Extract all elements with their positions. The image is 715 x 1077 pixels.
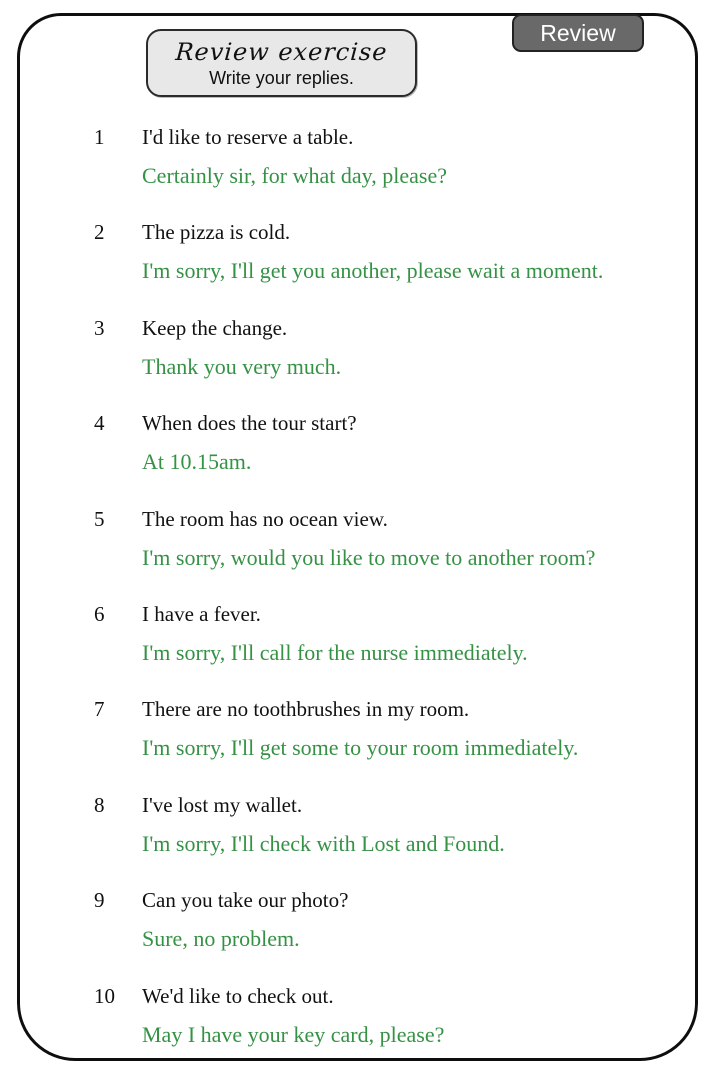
- exercise-title: Review exercise: [174, 38, 389, 66]
- item-prompt: When does the tour start?: [142, 411, 357, 436]
- exercise-instructions: Write your replies.: [209, 68, 354, 88]
- item-prompt-row: [94, 219, 715, 246]
- item-number: 5: [94, 506, 105, 531]
- item-prompt: Can you take our photo?: [142, 888, 349, 913]
- item-prompt: I've lost my wallet.: [142, 792, 303, 817]
- item-reply: I'm sorry, I'll get you another, please wait a moment.: [142, 258, 604, 284]
- item-prompt: The pizza is cold.: [142, 220, 291, 245]
- item-reply: Certainly sir, for what day, please?: [142, 163, 447, 188]
- item-prompt: I'd like to reserve a table.: [142, 125, 354, 149]
- exercise-item: [0, 219, 715, 314]
- item-prompt: Keep the change.: [142, 315, 288, 340]
- item-number: 9: [94, 888, 105, 913]
- item-prompt-row: [94, 696, 715, 723]
- item-prompt-row: [94, 124, 715, 151]
- exercise-item: [0, 410, 715, 505]
- item-prompt: We'd like to check out.: [142, 983, 334, 1008]
- exercise-item: [0, 983, 715, 1077]
- exercise-list: [0, 124, 715, 1077]
- item-number: 4: [94, 411, 105, 436]
- item-prompt-row: [94, 410, 715, 437]
- exercise-item: [0, 601, 715, 696]
- item-reply: I'm sorry, I'll check with Lost and Found.: [142, 830, 505, 856]
- exercise-item: [0, 506, 715, 601]
- item-number: 2: [94, 220, 105, 245]
- item-reply: I'm sorry, I'll get some to your room immediately.: [142, 735, 579, 761]
- item-prompt: I have a fever.: [142, 601, 261, 626]
- item-number: 10: [94, 983, 115, 1008]
- exercise-item: [0, 887, 715, 982]
- item-prompt-row: [94, 506, 715, 533]
- item-number: 8: [94, 792, 105, 817]
- item-prompt-row: [94, 601, 715, 628]
- item-reply: May I have your key card, please?: [142, 1021, 445, 1047]
- item-reply: Thank you very much.: [142, 353, 342, 379]
- item-number: 6: [94, 601, 105, 626]
- item-number: 1: [94, 125, 105, 149]
- item-prompt-row: [94, 792, 715, 819]
- exercise-item: [0, 124, 715, 219]
- item-reply: Sure, no problem.: [142, 926, 300, 952]
- item-number: 7: [94, 697, 105, 722]
- exercise-item: [0, 696, 715, 791]
- exercise-header-box: [146, 29, 417, 97]
- item-reply: At 10.15am.: [142, 449, 252, 475]
- item-prompt: There are no toothbrushes in my room.: [142, 697, 470, 722]
- review-tab-label: Review: [540, 19, 616, 46]
- item-prompt-row: [94, 887, 715, 914]
- review-tab: [512, 14, 644, 52]
- item-prompt-row: [94, 983, 715, 1010]
- item-number: 3: [94, 315, 105, 340]
- exercise-item: [0, 792, 715, 887]
- item-reply: I'm sorry, I'll call for the nurse immediately.: [142, 639, 528, 665]
- item-prompt: The room has no ocean view.: [142, 506, 388, 531]
- item-reply: I'm sorry, would you like to move to another room?: [142, 544, 596, 570]
- item-prompt-row: [94, 315, 715, 342]
- exercise-item: [0, 315, 715, 410]
